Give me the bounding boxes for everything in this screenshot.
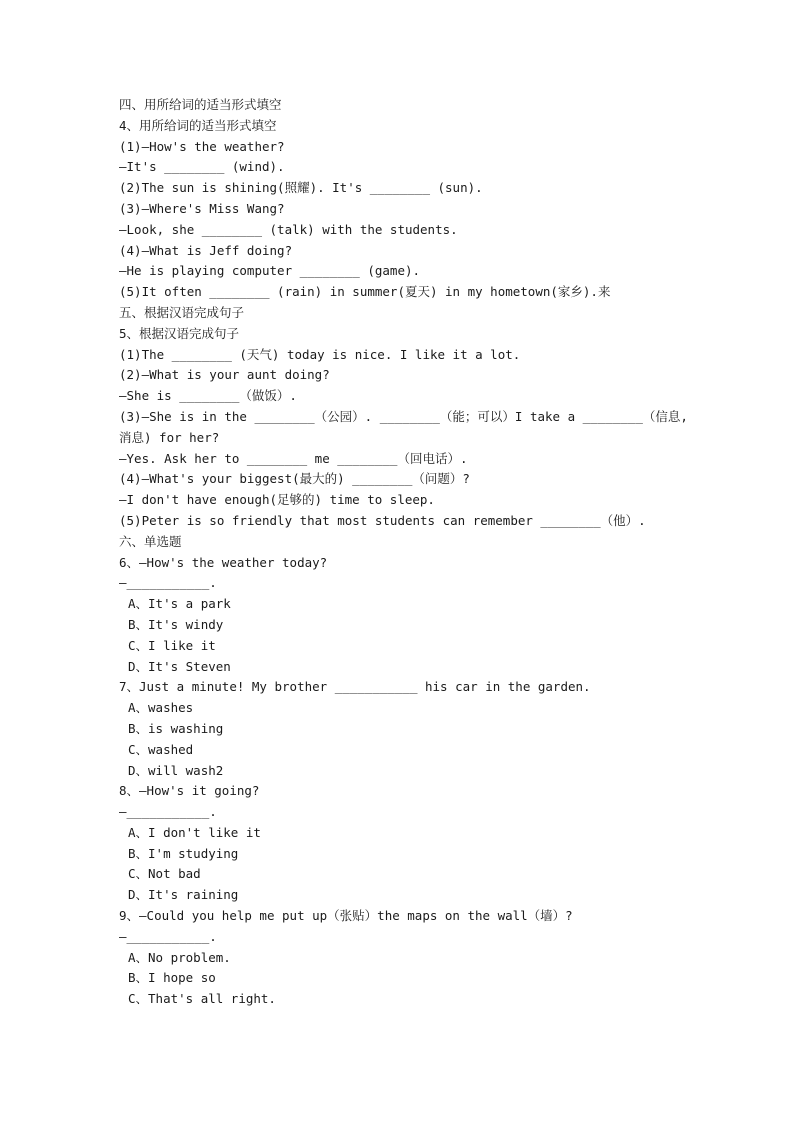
text-line: 五、根据汉语完成句子 [119,304,245,320]
answer-option: B、It's windy [128,616,224,632]
text-line: —He is playing computer ________ (game). [119,263,421,279]
text-line: —Look, she ________ (talk) with the students. [119,221,458,237]
answer-option: A、It's a park [128,596,231,612]
text-line: (1)—How's the weather? [119,138,285,154]
text-line: 7、Just a minute! My brother ___________ his car in the garden. [119,679,591,695]
text-line: (5)It often ________ (rain) in summer(夏天) in my hometown(家乡).来 [119,284,611,300]
text-line: (3)—Where's Miss Wang? [119,200,285,216]
answer-option: D、It's raining [128,887,239,903]
answer-option: B、I'm studying [128,845,239,861]
answer-option: A、I don't like it [128,824,261,840]
text-line: (1)The ________ (天气) today is nice. I like it a lot. [119,346,521,362]
text-line: —Yes. Ask her to ________ me ________（回电话）. [119,450,468,466]
text-line: (4)—What is Jeff doing? [119,242,293,258]
answer-option: A、No problem. [128,949,231,965]
answer-option: D、will wash2 [128,762,224,778]
text-line: —___________. [119,804,217,820]
text-line: 5、根据汉语完成句子 [119,325,240,341]
text-line: —___________. [119,928,217,944]
text-line: 四、用所给词的适当形式填空 [119,97,282,112]
text-line: (3)—She is in the ________（公园）. ________（能；可以）I take a ________（信息, [119,408,688,424]
text-line: —It's ________ (wind). [119,159,285,175]
answer-option: C、That's all right. [128,991,276,1007]
text-line: —I don't have enough(足够的) time to sleep. [119,492,435,508]
text-line: (2)—What is your aunt doing? [119,367,330,383]
text-line: 6、—How's the weather today? [119,554,328,570]
answer-option: D、It's Steven [128,658,231,674]
answer-option: A、washes [128,700,194,716]
text-line: 8、—How's it going? [119,783,260,799]
text-line: (5)Peter is so friendly that most students can remember ________（他）. [119,512,646,528]
text-line: (2)The sun is shining(照耀). It's ________ (sun). [119,180,483,196]
document-body [119,95,688,1010]
text-line: (4)—What's your biggest(最大的) ________（问题）? [119,471,470,487]
text-line: 六、单选题 [119,533,182,549]
text-line: 消息) for her? [119,429,220,445]
text-line: —She is ________（做饭）. [119,388,297,404]
text-line: 4、用所给词的适当形式填空 [119,117,277,133]
answer-option: B、I hope so [128,970,216,986]
answer-option: C、I like it [128,637,216,653]
text-line: —___________. [119,575,217,591]
answer-option: B、is washing [128,720,224,736]
answer-option: C、Not bad [128,866,201,882]
answer-option: C、washed [128,741,194,757]
text-line: 9、—Could you help me put up（张贴）the maps on the wall（墙）? [119,908,573,924]
